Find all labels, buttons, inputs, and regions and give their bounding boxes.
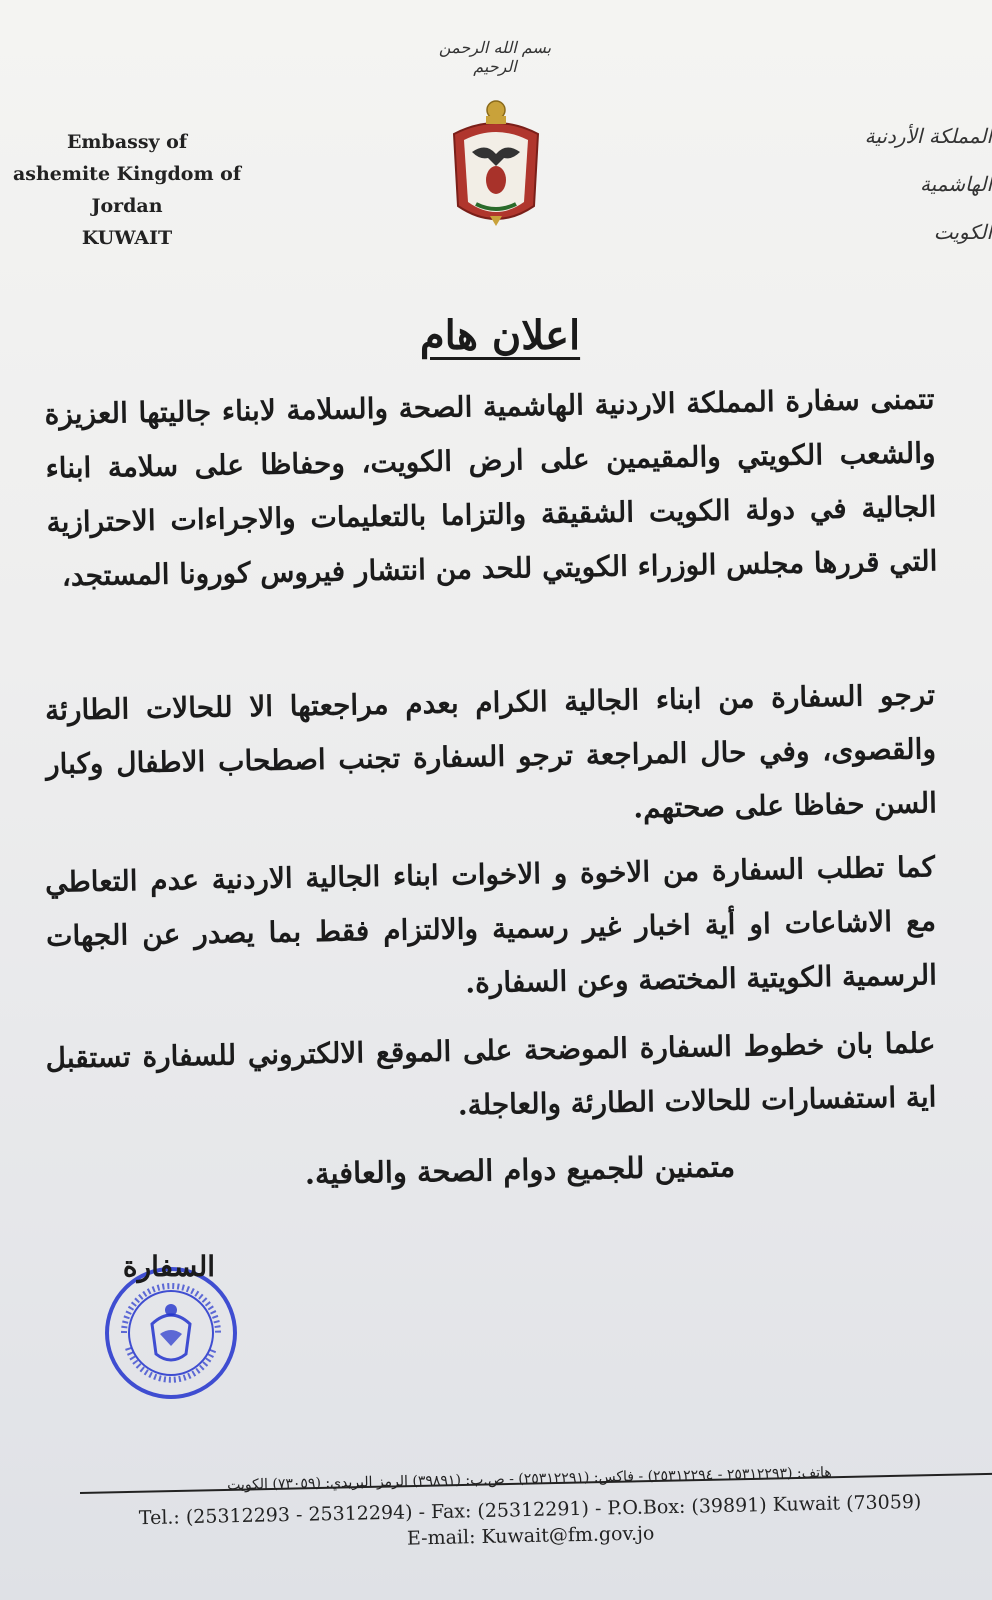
paragraph-2: ترجو السفارة من ابناء الجالية الكرام بعدم مراجعتها الا للحالات الطارئة والقصوى، وفي حال المراجعة ترجو السفارة تجنب اصطحاب الاطفال وكبار السن حفاظا على صحتهم. (44, 678, 938, 825)
letterhead-line-2: ashemite Kingdom of Jordan (12, 163, 242, 217)
letterhead-line-1: Embassy of (66, 131, 188, 153)
basmala: بسم الله الرحمن الرحيم (438, 38, 552, 76)
letterhead-arabic-line-1: المملكة الأردنية الهاشمية (864, 124, 992, 196)
footer-english-contact: Tel.: (25312293 - 25312294) - Fax: (25312291) - P.O.Box: (39891) Kuwait (73059) (138, 1490, 922, 1530)
letterhead-english (0, 126, 262, 254)
signer-label: السفارة (122, 1250, 216, 1283)
embassy-stamp-icon (100, 1262, 242, 1404)
announcement-title: اعلان هام (419, 312, 581, 359)
letterhead-line-3: KUWAIT (81, 227, 173, 249)
footer-arabic-contact: هاتف: (٢٥٣١٢٢٩٣ - ٢٥٣١٢٢٩٤) - فاكس: (٢٥٣١٢٢٩١) - ص.ب: (٣٩٨٩١) الرمز البريدي: (٧٣٠٥٩) الكويت (227, 1464, 832, 1494)
footer-email: E-mail: Kuwait@fm.gov.jo (406, 1522, 655, 1550)
paragraph-4: علما بان خطوط السفارة الموضحة على الموقع الالكتروني للسفارة تستقبل اية استفسارات للحالات الطارئة والعاجلة. (45, 1026, 937, 1122)
jordan-coat-of-arms-icon (446, 94, 546, 234)
letterhead-arabic (822, 112, 992, 256)
paragraph-3: كما تطلب السفارة من الاخوة و الاخوات ابناء الجالية الاردنية عدم التعاطي مع الاشاعات او أية اخبار غير رسمية والالتزام فقط بما يصدر عن الجهات الرسمية الكويتية المختصة وعن السفارة. (44, 850, 938, 1000)
letterhead-arabic-line-2: الكويت (933, 220, 992, 244)
footer (89, 1453, 971, 1557)
paragraph-1: تتمنى سفارة المملكة الاردنية الهاشمية الصحة والسلامة لابناء جاليتها العزيزة والشعب الكويتي والمقيمين على ارض الكويت، وحفاظا على سلامة ابناء الجالية في دولة الكويت الشقيقة والتزاما بالتعليمات والاجراءات الاحترازية التي قررها مجلس الوزراء الكويتي للحد من انتشار فيروس كورونا المستجد، (44, 382, 938, 593)
closing-line: متمنين للجميع دوام الصحة والعافية. (304, 1149, 736, 1191)
